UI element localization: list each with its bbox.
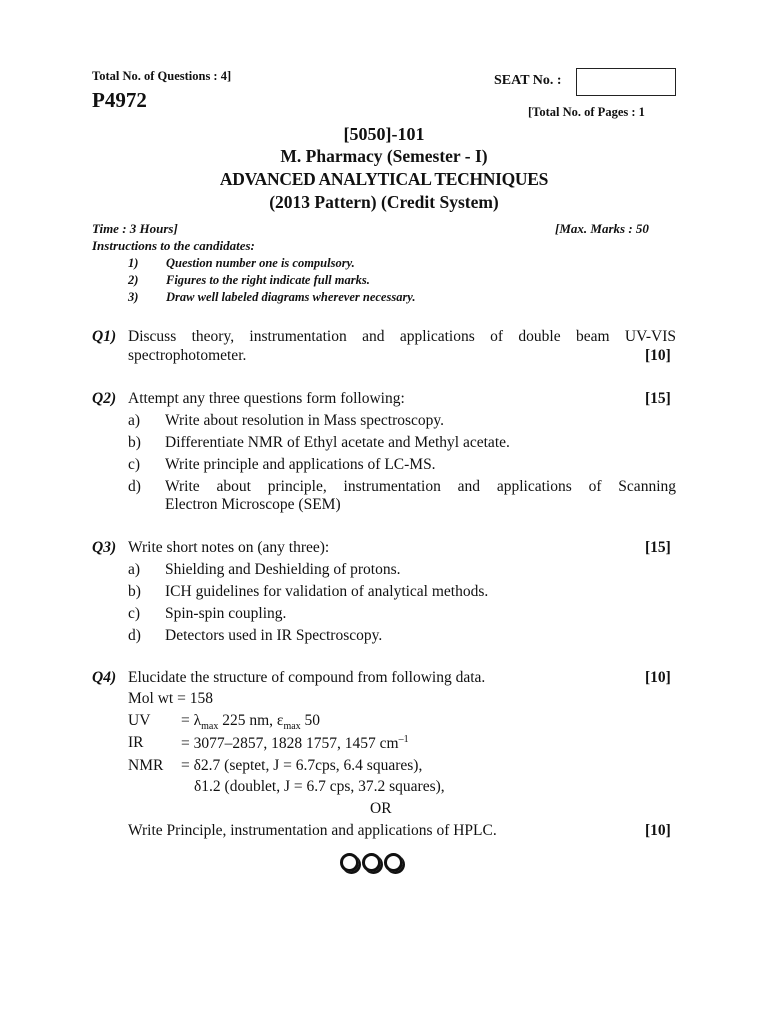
subject-title: ADVANCED ANALYTICAL TECHNIQUES <box>219 169 549 189</box>
seat-number-box[interactable] <box>576 68 676 96</box>
max-marks: [Max. Marks : 50 <box>555 221 649 236</box>
instruction-text: Draw well labeled diagrams wherever necessary. <box>166 290 416 304</box>
q2-item-letter: c) <box>128 456 141 473</box>
q4-nmr-label: NMR <box>128 757 164 774</box>
q3-item-text: ICH guidelines for validation of analytical methods. <box>165 583 489 600</box>
q4-nmr-line2: δ1.2 (doublet, J = 6.7 cps, 37.2 squares), <box>194 778 445 795</box>
q1-marks: [10] <box>645 347 671 364</box>
q3-marks: [15] <box>645 539 671 556</box>
q4-alternative-text: Write Principle, instrumentation and applications of HPLC. <box>128 822 497 839</box>
q1-text-line1: Discuss theory, instrumentation and applications of double beam UV-VIS <box>128 328 676 345</box>
paper-code: P4972 <box>92 88 147 112</box>
q2-item-letter: a) <box>128 412 141 429</box>
q2-item-text: Differentiate NMR of Ethyl acetate and Methyl acetate. <box>165 434 510 451</box>
total-questions: Total No. of Questions : 4] <box>92 69 232 83</box>
instructions-heading: Instructions to the candidates: <box>92 238 255 253</box>
circle-icon <box>362 853 381 872</box>
q4-label: Q4) <box>92 669 117 686</box>
instruction-text: Figures to the right indicate full marks. <box>166 273 370 287</box>
q3-item-letter: d) <box>128 627 141 644</box>
q4-text: Elucidate the structure of compound from following data. <box>128 669 486 686</box>
instruction-number: 1) <box>128 256 139 270</box>
exam-time: Time : 3 Hours] <box>92 221 178 236</box>
q3-item-letter: c) <box>128 605 141 622</box>
q4-marks: [10] <box>645 669 671 686</box>
exam-code: [5050]-101 <box>343 124 425 144</box>
q4-nmr-line1: = δ2.7 (septet, J = 6.7cps, 6.4 squares), <box>181 757 423 774</box>
q3-label: Q3) <box>92 539 117 556</box>
seat-number-label: SEAT No. : <box>494 73 562 88</box>
q2-item-letter: d) <box>128 478 141 495</box>
q3-item-text: Shielding and Deshielding of protons. <box>165 561 401 578</box>
q4-uv-data: = $\lambda_{max}$ 225 nm, $\varepsilon_{max}$ 50 <box>181 712 321 733</box>
circle-icon <box>340 853 359 872</box>
q2-marks: [15] <box>645 390 671 407</box>
q2-item-text: Write about resolution in Mass spectroscopy. <box>165 412 445 429</box>
circle-icon <box>384 853 403 872</box>
q4-ir-data: = 3077–2857, 1828 1757, 1457 $cm^{-1}$ <box>181 734 409 753</box>
q4-or: OR <box>370 800 392 817</box>
q2-item-letter: b) <box>128 434 141 451</box>
pattern-title: (2013 Pattern) (Credit System) <box>269 192 499 212</box>
course-title: M. Pharmacy (Semester - I) <box>280 146 488 166</box>
instruction-number: 3) <box>128 290 139 304</box>
q3-item-text: Spin-spin coupling. <box>165 605 287 622</box>
q1-text-line2: spectrophotometer. <box>128 347 247 364</box>
q3-item-letter: a) <box>128 561 141 578</box>
q4-alternative-marks: [10] <box>645 822 671 839</box>
q1-label: Q1) <box>92 328 117 345</box>
q2-item-text: Write about principle, instrumentation and applications of Scanning <box>165 478 676 495</box>
instruction-text: Question number one is compulsory. <box>166 256 355 270</box>
q4-ir-label: IR <box>128 734 144 751</box>
q2-item-text: Write principle and applications of LC-MS. <box>165 456 436 473</box>
q3-text: Write short notes on (any three): <box>128 539 330 556</box>
end-ornament <box>340 853 403 872</box>
q3-item-text: Detectors used in IR Spectroscopy. <box>165 627 383 644</box>
instruction-number: 2) <box>128 273 139 287</box>
q2-label: Q2) <box>92 390 117 407</box>
q2-text: Attempt any three questions form following: <box>128 390 405 407</box>
q2-item-text-continued: Electron Microscope (SEM) <box>165 496 341 513</box>
q4-mol-wt: Mol wt = 158 <box>128 690 213 707</box>
q4-uv-label: UV <box>128 712 151 729</box>
total-pages: [Total No. of Pages : 1 <box>528 105 645 119</box>
q3-item-letter: b) <box>128 583 141 600</box>
